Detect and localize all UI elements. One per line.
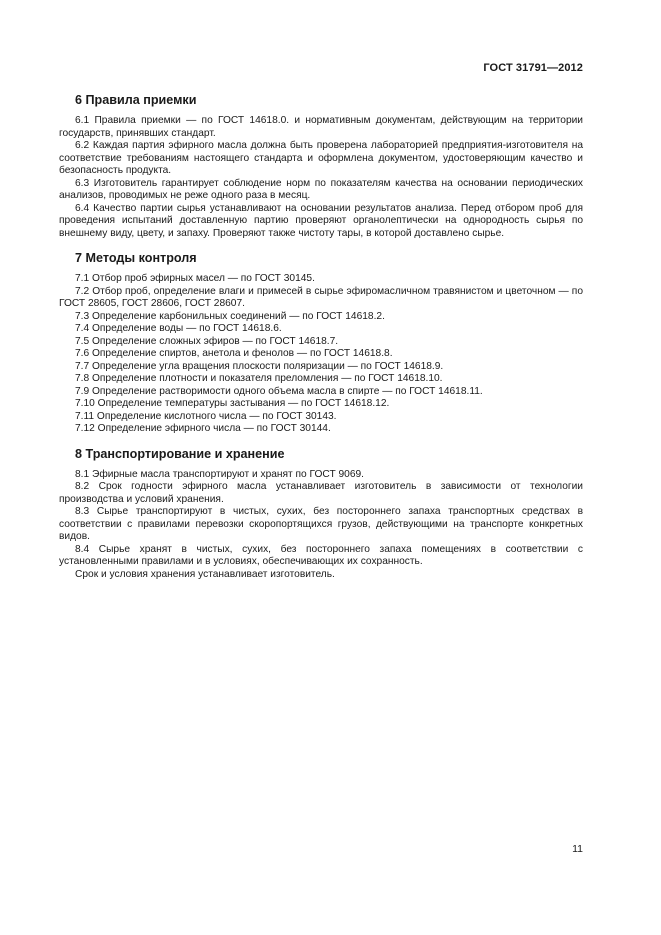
paragraph: 6.4 Качество партии сырья устанавливают на основании результатов анализа. Перед отбором проб для проведения испытаний доставленную партию проверяют органолептически на однородность сырья по внешнему виду, цвету, и запаху. Проверяют также чистоту тары, в которой доставлено сырье. (59, 202, 583, 239)
paragraph: 8.3 Сырье транспортируют в чистых, сухих, без постороннего запаха транспортных средствах в соответствии с правилами перевозки скоропортящихся грузов, действующими на транспорте конкретных видов. (59, 506, 583, 542)
paragraph: 6.1 Правила приемки — по ГОСТ 14618.0. и нормативным документам, действующим на территории государств, принявших стандарт. (59, 115, 583, 139)
page-number: 11 (572, 843, 583, 855)
list-item: 7.10 Определение температуры застывания — по ГОСТ 14618.12. (75, 398, 390, 409)
paragraph: 8.2 Срок годности эфирного масла устанавливает изготовитель в зависимости от технологии производства и условий хранения. (59, 481, 583, 505)
list-item: 7.3 Определение карбонильных соединений — по ГОСТ 14618.2. (75, 310, 385, 322)
section-transport-storage (59, 446, 583, 582)
paragraph: 6.2 Каждая партия эфирного масла должна быть проверена лабораторией предприятия-изготовителя на соответствие требованиям настоящего стандарта и оформлена документом, удостоверяющим качество и безопасность продукта. (59, 140, 583, 176)
section-title: 8 Транспортирование и хранение (75, 446, 285, 461)
paragraph: Срок и условия хранения устанавливает изготовитель. (75, 568, 335, 580)
list-item: 7.5 Определение сложных эфиров — по ГОСТ 14618.7. (75, 335, 339, 347)
page-content (59, 92, 583, 581)
list-item: 7.7 Определение угла вращения плоскости поляризации — по ГОСТ 14618.9. (75, 360, 444, 372)
list-item: 7.1 Отбор проб эфирных масел — по ГОСТ 30145. (75, 273, 315, 284)
list-item: 7.4 Определение воды — по ГОСТ 14618.6. (75, 323, 282, 334)
list-item: 7.12 Определение эфирного числа — по ГОСТ 30144. (75, 423, 331, 434)
list-item: 7.6 Определение спиртов, анетола и фенолов — по ГОСТ 14618.8. (75, 348, 393, 359)
section-control-methods (59, 250, 583, 436)
paragraph: 8.1 Эфирные масла транспортируют и хранят по ГОСТ 9069. (75, 468, 364, 480)
document-code: ГОСТ 31791—2012 (483, 62, 583, 74)
section-title: 6 Правила приемки (75, 93, 197, 107)
paragraph: 8.4 Сырье хранят в чистых, сухих, без постороннего запаха помещениях в соответствии с установленными правилами и в условиях, обеспечивающих их сохранность. (59, 543, 583, 567)
list-item: 7.11 Определение кислотного числа — по ГОСТ 30143. (75, 410, 337, 422)
list-item: 7.2 Отбор проб, определение влаги и примесей в сырье эфиромасличном травянистом и цветочном — по ГОСТ 28605, ГОСТ 28606, ГОСТ 28607. (59, 285, 583, 309)
paragraph: 6.3 Изготовитель гарантирует соблюдение норм по показателям качества на основании периодических анализов, проводимых не реже одного раза в месяц. (59, 177, 583, 201)
list-item: 7.8 Определение плотности и показателя преломления — по ГОСТ 14618.10. (75, 373, 443, 384)
section-acceptance-rules (59, 92, 583, 240)
list-item: 7.9 Определение растворимости одного объема масла в спирте — по ГОСТ 14618.11. (75, 385, 483, 397)
section-title: 7 Методы контроля (75, 251, 197, 265)
